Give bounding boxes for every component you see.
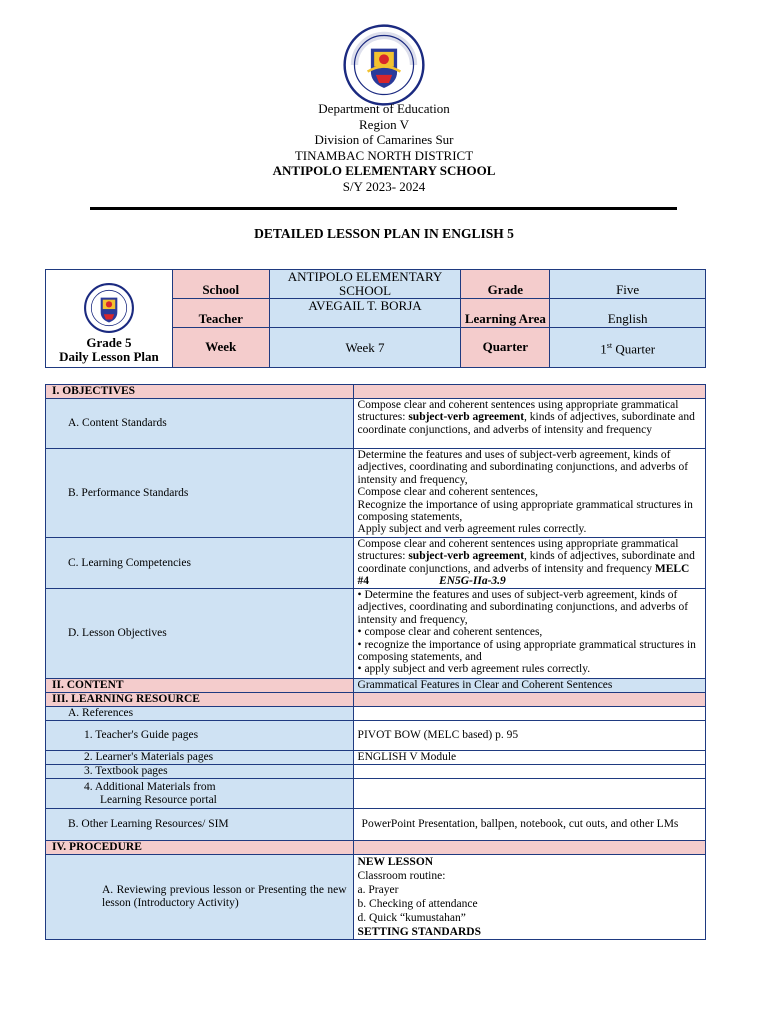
content-heading: II. CONTENT xyxy=(46,679,354,693)
quarter-suffix: st xyxy=(606,340,613,350)
learning-area-label: Learning Area xyxy=(461,299,550,328)
header-line-4: TINAMBAC NORTH DISTRICT xyxy=(294,147,474,163)
learning-resource-heading-blank xyxy=(353,693,705,707)
comp-bold: subject-verb agreement xyxy=(408,550,525,563)
content-standards-tail: , kinds of adjectives, subordinate and coordinate conjunctions, and adverbs of intensity and frequency xyxy=(357,411,695,436)
deped-seal-icon xyxy=(343,24,425,106)
learners-materials-value: ENGLISH V Module xyxy=(353,751,705,765)
grade-value: Five xyxy=(550,270,706,299)
melc-code: EN5G-IIa-3.9 xyxy=(439,575,506,588)
learning-area-value: English xyxy=(550,299,706,328)
lesson-objective-item: • Determine the features and uses of subject-verb agreement, kinds of adjectives, coordinating and subordinating conjunctions, and adverbs of intensity and frequency, xyxy=(357,589,689,626)
performance-standards-label: B. Performance Standards xyxy=(46,449,354,538)
learning-resource-heading: III. LEARNING RESOURCE xyxy=(46,693,354,707)
school-value: ANTIPOLO ELEMENTARY SCHOOL xyxy=(269,270,461,299)
quarter-number: 1 xyxy=(600,341,607,357)
lesson-objective-item: • apply subject and verb agreement rules correctly. xyxy=(357,663,591,676)
content-standards-bold: subject-verb agreement xyxy=(408,411,525,424)
learning-competencies-value xyxy=(353,538,705,589)
header-line-3: Division of Camarines Sur xyxy=(314,132,454,148)
lesson-objective-item: • compose clear and coherent sentences, xyxy=(357,626,543,639)
new-lesson-heading: NEW LESSON xyxy=(357,856,434,868)
content-standards-text: Compose clear and coherent sentences using appropriate grammatical structures: xyxy=(357,399,679,424)
quarter-word: Quarter xyxy=(612,341,656,357)
additional-materials-value xyxy=(353,779,705,809)
teachers-guide-value: PIVOT BOW (MELC based) p. 95 xyxy=(353,721,705,751)
header-divider xyxy=(90,207,677,210)
deped-seal-small-icon xyxy=(78,282,140,334)
textbook-pages-value xyxy=(353,765,705,779)
content-value: Grammatical Features in Clear and Coherent Sentences xyxy=(353,679,705,693)
logo-caption-dlp: Daily Lesson Plan xyxy=(59,349,159,364)
teacher-label: Teacher xyxy=(172,299,269,328)
header-line-5: ANTIPOLO ELEMENTARY SCHOOL xyxy=(272,163,496,179)
additional-materials-line1: 4. Additional Materials from xyxy=(84,781,216,794)
additional-materials-label xyxy=(46,779,354,809)
reviewing-lesson-value xyxy=(353,855,705,940)
learning-competencies-label: C. Learning Competencies xyxy=(46,538,354,589)
week-value: Week 7 xyxy=(269,328,461,368)
lesson-objectives-label: D. Lesson Objectives xyxy=(46,589,354,679)
references-label: A. References xyxy=(46,707,354,721)
quarter-value xyxy=(550,328,706,368)
objectives-heading-blank xyxy=(353,385,705,399)
perf-line: Compose clear and coherent sentences, xyxy=(357,486,538,499)
other-resources-label: B. Other Learning Resources/ SIM xyxy=(46,809,354,841)
procedure-heading: IV. PROCEDURE xyxy=(46,841,354,855)
week-label: Week xyxy=(172,328,269,368)
textbook-pages-label: 3. Textbook pages xyxy=(46,765,354,779)
content-standards-label: A. Content Standards xyxy=(46,399,354,449)
header-line-1: Department of Education xyxy=(318,101,450,116)
setting-standards-heading: SETTING STANDARDS xyxy=(357,926,481,938)
document-title: DETAILED LESSON PLAN IN ENGLISH 5 xyxy=(254,226,514,241)
learners-materials-label: 2. Learner's Materials pages xyxy=(46,751,354,765)
logo-caption-grade: Grade 5 xyxy=(86,335,132,350)
school-label: School xyxy=(172,270,269,299)
content-standards-value xyxy=(353,399,705,449)
quarter-label: Quarter xyxy=(461,328,550,368)
teacher-value: AVEGAIL T. BORJA xyxy=(269,299,461,328)
header-line-6: S/Y 2023- 2024 xyxy=(342,178,426,194)
classroom-routine: Classroom routine: xyxy=(357,870,446,882)
routine-item: b. Checking of attendance xyxy=(357,898,478,910)
additional-materials-line2: Learning Resource portal xyxy=(100,793,217,806)
lesson-objective-item: • recognize the importance of using appropriate grammatical structures in composing statements, and xyxy=(357,638,696,664)
perf-line: Apply subject and verb agreement rules correctly. xyxy=(357,523,587,536)
comp-tail: , kinds of adjectives, subordinate and coordinate conjunctions, and adverbs of intensity and frequency xyxy=(357,550,695,575)
header-line-2: Region V xyxy=(359,116,409,132)
other-resources-value: PowerPoint Presentation, ballpen, notebook, cut outs, and other LMs xyxy=(353,809,705,841)
procedure-heading-blank xyxy=(353,841,705,855)
reviewing-lesson-label: A. Reviewing previous lesson or Presenting the new lesson (Introductory Activity) xyxy=(46,855,354,940)
perf-line: Recognize the importance of using appropriate grammatical structures in composing statements, xyxy=(357,498,693,524)
grade-label: Grade xyxy=(461,270,550,299)
school-header xyxy=(0,101,768,195)
performance-standards-value xyxy=(353,449,705,538)
lesson-plan-table xyxy=(45,384,706,940)
lesson-info-table xyxy=(45,269,706,368)
routine-item: d. Quick “kumustahan” xyxy=(357,912,466,924)
routine-item: a. Prayer xyxy=(357,884,399,896)
perf-line: Determine the features and uses of subject-verb agreement, kinds of adjectives, coordinating and subordinating conjunctions, and adverbs of intensity and frequency, xyxy=(357,449,689,486)
comp-text: Compose clear and coherent sentences using appropriate grammatical structures: xyxy=(357,538,679,563)
logo-cell xyxy=(46,270,173,368)
lesson-objectives-value xyxy=(353,589,705,679)
references-blank xyxy=(353,707,705,721)
objectives-heading: I. OBJECTIVES xyxy=(46,385,354,399)
teachers-guide-label: 1. Teacher's Guide pages xyxy=(46,721,354,751)
melc-number: MELC #4 xyxy=(357,562,690,588)
